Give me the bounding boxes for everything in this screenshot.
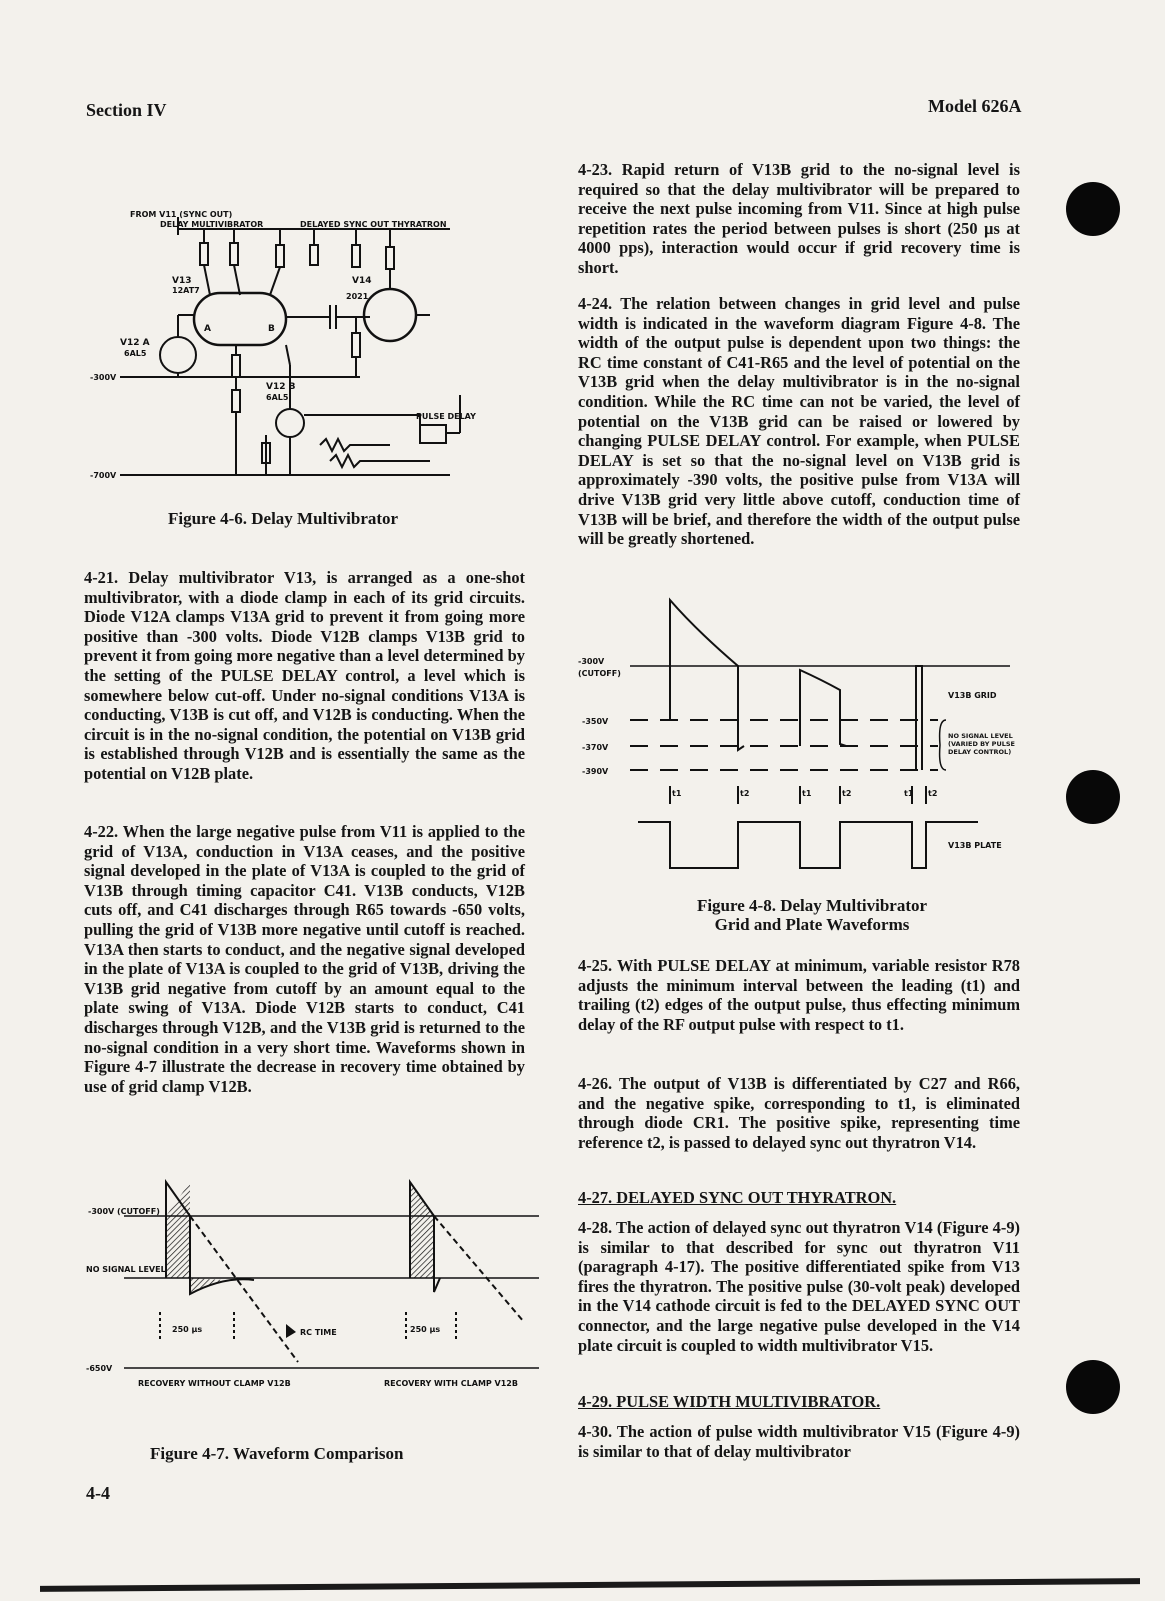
label-delayed-sync: DELAYED SYNC OUT THYRATRON [300, 220, 447, 229]
label-t2-a: t2 [740, 789, 750, 798]
scan-edge [40, 1578, 1140, 1592]
label-250us-right: 250 µs [410, 1325, 441, 1334]
label-m300: -300V [578, 657, 605, 666]
label-v12b-type: 6AL5 [266, 393, 289, 402]
punch-hole-bottom [1066, 1360, 1120, 1414]
label-t1-c: t1 [904, 789, 914, 798]
figure-4-8-waveforms [578, 590, 1030, 882]
figure-4-6-schematic [90, 205, 476, 490]
label-plate: V13B PLATE [948, 841, 1002, 850]
figure-4-8-caption-line1: Figure 4-8. Delay Multivibrator [696, 896, 928, 915]
model-header: Model 626A [928, 96, 1022, 116]
label-minus-700: -700V [90, 471, 117, 480]
label-no-signal-48: NO SIGNAL LEVEL (VARIED BY PULSE DELAY CONTROL) [948, 732, 1015, 756]
label-grid: V13B GRID [948, 691, 997, 700]
paragraph-4-26: 4-26. The output of V13B is differentiated by C27 and R66, and the negative spike, corresponding to t1, is eliminated through diode CR1. The positive spike, representing time reference t2, is passed to delayed sync out thyratron V14. [578, 1074, 1020, 1152]
label-v13-type: 12AT7 [172, 286, 200, 295]
label-v14-type: 2021 [346, 292, 369, 301]
label-section-b: B [268, 324, 275, 334]
label-rc-time: RC TIME [300, 1328, 337, 1337]
label-v13: V13 [172, 276, 192, 286]
label-section-a: A [204, 324, 211, 334]
label-t1-b: t1 [802, 789, 812, 798]
figure-4-7-caption: Figure 4-7. Waveform Comparison [150, 1444, 404, 1463]
label-m350: -350V [582, 717, 609, 726]
label-v12b: V12 B [266, 382, 296, 392]
label-delay-mv: DELAY MULTIVIBRATOR [160, 220, 264, 229]
paragraph-4-24: 4-24. The relation between changes in grid level and pulse width is indicated in the waveform diagram Figure 4-8. The width of the output pulse is dependent upon two things: the RC time constant of C41-R65 and the level of potential on the V13B grid when the delay multivibrator is in the no-signal condition. While the RC time can not be varied, the level of potential on the V13B grid can be raised or lowered by changing PULSE DELAY control. For example, when PULSE DELAY is set so that the no-signal level on V13B grid is approximately -390 volts, the positive pulse from V13A will drive V13B grid very little above cutoff, conduction time of V13B will be brief, and therefore the width of the output pulse will be greatly shortened. [578, 294, 1020, 549]
label-m390: -390V [582, 767, 609, 776]
paragraph-4-23: 4-23. Rapid return of V13B grid to the no-signal level is required so that the delay multivibrator will be prepared to receive the next pulse incoming from V11. Since at high pulse repetition rates the period between pulses is short (250 µs at 4000 pps), interaction would occur if grid recovery time is short. [578, 160, 1020, 277]
figure-4-8-caption [652, 896, 972, 934]
paragraph-4-22: 4-22. When the large negative pulse from V11 is applied to the grid of V13A, conduction in V13A ceases, and the positive signal developed in the plate of V13A is coupled to the grid of V13B through timing capacitor C41. V13B conducts, V12B cuts off, and C41 discharges through R65 towards -650 volts, pulling the grid of V13B more negative until cutoff is reached. V13A then starts to conduct, and the negative signal developed in the plate of V13A is coupled to the grid of V13B, driving the V13B grid negative from cutoff by an amount equal to the plate swing of V13A. Diode V12B starts to conduct, C41 discharges through V12B, and the V13B grid is returned to the no-signal condition in a very short time. Waveforms shown in Figure 4-7 illustrate the decrease in recovery time obtained by use of grid clamp V12B. [84, 822, 525, 1096]
heading-4-27: 4-27. DELAYED SYNC OUT THYRATRON. [578, 1188, 897, 1207]
label-pulse-delay: PULSE DELAY [416, 412, 476, 421]
figure-4-6-caption: Figure 4-6. Delay Multivibrator [168, 509, 399, 528]
paragraph-4-21: 4-21. Delay multivibrator V13, is arranged as a one-shot multivibrator, with a diode clamp in each of its grid circuits. Diode V12A clamps V13A grid to prevent it from going more positive than -300 volts. Diode V12B clamps V13B grid to prevent it from going more negative than a level determined by the setting of the PULSE DELAY control, a level which is somewhere below cut-off. Under no-signal conditions V13A is conducting, V13B is cut off, and V12B is conducting. When the circuit is in the no-signal condition, the potential on V13B grid is established through V12B and is essentially the same as the potential on V12B plate. [84, 568, 525, 783]
section-header: Section IV [86, 100, 167, 120]
paragraph-4-28: 4-28. The action of delayed sync out thyratron V14 (Figure 4-9) is similar to that described for sync out thyratron V11 (paragraph 4-17). The positive differentiated spike from V13 fires the thyratron. The positive pulse (30-volt peak) developed in the V14 cathode circuit is fed to the DELAYED SYNC OUT connector, and the large negative pulse developed in the V14 plate circuit is coupled to width multivibrator V15. [578, 1218, 1020, 1355]
label-v12a: V12 A [120, 338, 150, 348]
label-250us-left: 250 µs [172, 1325, 203, 1334]
label-t2-c: t2 [928, 789, 938, 798]
label-v12a-type: 6AL5 [124, 349, 147, 358]
paragraph-4-30: 4-30. The action of pulse width multivibrator V15 (Figure 4-9) is similar to that of delay multivibrator [578, 1422, 1020, 1461]
paragraph-4-25: 4-25. With PULSE DELAY at minimum, variable resistor R78 adjusts the minimum interval between the leading (t1) and trailing (t2) edges of the output pulse, thus effecting minimum delay of the RF output pulse with respect to t1. [578, 956, 1020, 1034]
label-recovery-without: RECOVERY WITHOUT CLAMP V12B [138, 1379, 291, 1388]
figure-4-8-caption-line2: Grid and Plate Waveforms [714, 915, 910, 934]
label-v14: V14 [352, 276, 372, 286]
page-number: 4-4 [86, 1483, 110, 1503]
figure-4-7-waveform [84, 1172, 544, 1402]
label-cutoff-48: (CUTOFF) [578, 669, 621, 678]
label-recovery-with: RECOVERY WITH CLAMP V12B [384, 1379, 518, 1388]
punch-hole-top [1066, 182, 1120, 236]
label-t1-a: t1 [672, 789, 682, 798]
heading-4-29: 4-29. PULSE WIDTH MULTIVIBRATOR. [578, 1392, 881, 1411]
label-t2-b: t2 [842, 789, 852, 798]
label-no-signal-47: NO SIGNAL LEVEL [86, 1265, 166, 1274]
label-m370: -370V [582, 743, 609, 752]
label-cutoff-47: -300V (CUTOFF) [88, 1207, 160, 1216]
label-minus-650: -650V [86, 1364, 113, 1373]
punch-hole-middle [1066, 770, 1120, 824]
label-minus-300: -300V [90, 373, 117, 382]
label-from-sync: FROM V11 (SYNC OUT) [130, 210, 233, 219]
